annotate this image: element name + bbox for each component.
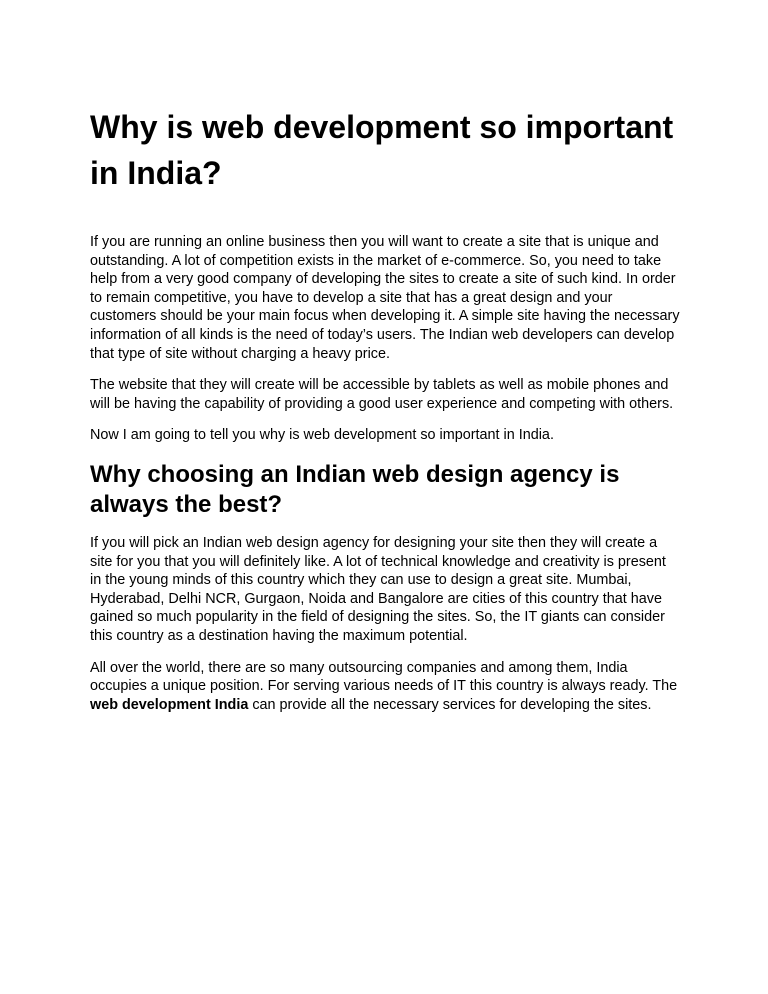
intro-paragraph-3: Now I am going to tell you why is web development so important in India.	[90, 427, 554, 444]
section-heading: Why choosing an Indian web design agency is always the best?	[90, 461, 620, 518]
intro-paragraph-2: The website that they will create will be accessible by tablets as well as mobile phones and will be having the capability of providing a good user experience and competing with others.	[90, 377, 674, 412]
intro-section	[90, 233, 680, 458]
section-paragraph-2-start: All over the world, there are so many outsourcing companies and among them, India occupies a unique position. For serving various needs of IT this country is always ready. The	[90, 659, 678, 695]
section-paragraph-1: If you will pick an Indian web design agency for designing your site then they will create a site for you that you will definitely like. A lot of technical knowledge and creativity is present in the young minds of this country which they can use to design a great site. Mumbai, Hyderabad, Delhi NCR, Gurgaon, Noida and Bangalore are cities of this country that have gained so much popularity in the field of designing the sites. So, the IT giants can consider this country as a destination having the maximum potential.	[90, 535, 666, 644]
intro-paragraph-1: If you are running an online business then you will want to create a site that is unique and outstanding. A lot of competition exists in the market of e-commerce. So, you need to take help from a very good company of developing the sites to create a site of such kind. In order to remain competitive, you have to develop a site that has a great design and your customers should be your main focus when developing it. A simple site having the necessary information of all kinds is the need of today’s users. The Indian web developers can develop that type of site without charging a heavy price.	[90, 234, 680, 362]
agency-section	[90, 460, 680, 727]
page-title: Why is web development so important in India?	[90, 109, 674, 191]
keyword-bold-text: web development India	[90, 696, 249, 713]
section-paragraph-2-end: can provide all the necessary services for developing the sites.	[248, 696, 652, 713]
section-paragraph-2	[90, 659, 680, 715]
